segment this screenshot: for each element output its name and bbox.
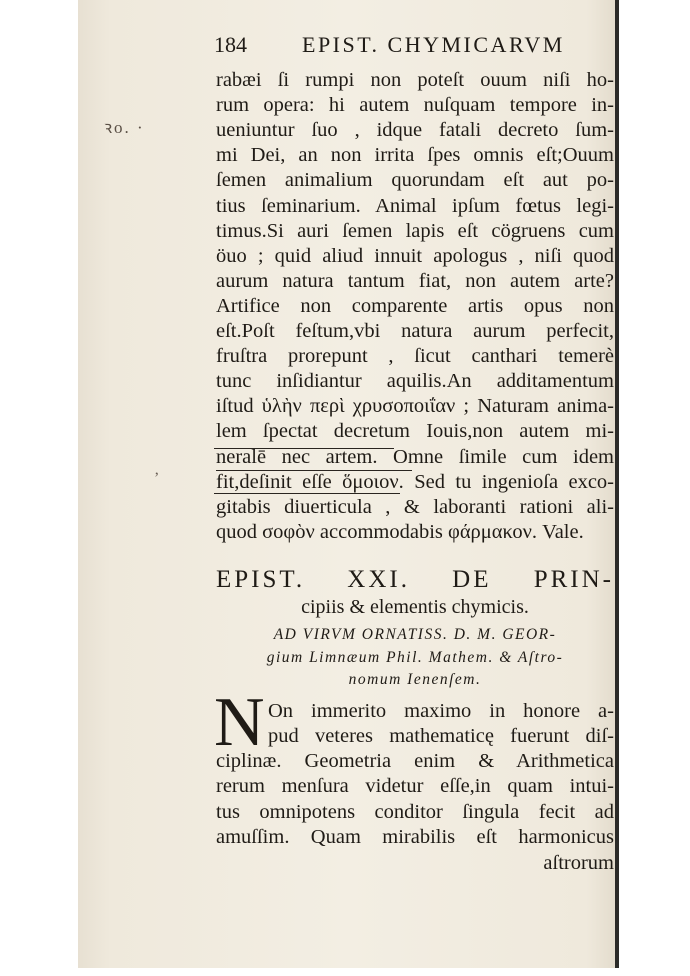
text-line: Artifice non comparente artis opus non xyxy=(216,294,614,317)
text-line: mi Dei, an non irrita ſpes omnis eſt;Ouum xyxy=(216,144,614,167)
text-line: rabæi ſi rumpi non poteſt ouum niſi ho- xyxy=(216,69,614,91)
text-line: eſt.Poſt feſtum,vbi natura aurum perfecit, xyxy=(216,320,614,342)
text-line: pud veteres mathematicę fuerunt diſ- xyxy=(268,725,614,747)
page-edge xyxy=(615,0,619,968)
text-line: tunc inſidiantur aquilis.An additamentum xyxy=(216,370,614,393)
text-line: amuſſim. Quam mirabilis eſt harmonicus xyxy=(216,826,614,848)
ink-underline xyxy=(214,493,400,494)
text-line: tius ſeminarium. Animal ipſum fœtus legi- xyxy=(216,194,614,217)
text-line: ſemen animalium quorundam eſt aut po- xyxy=(216,169,614,192)
dedication-line: AD VIRVM ORNATISS. D. M. GEOR- xyxy=(273,626,557,643)
text-line: On immerito maximo in honore a- xyxy=(268,700,614,722)
text-line: timus.Si auri ſemen lapis eſt cögruens cum xyxy=(216,219,614,242)
page-header xyxy=(214,32,614,62)
running-head: EPIST. CHYMICARVM xyxy=(302,32,565,57)
epistle-title: EPIST. XXI. DE PRIN- xyxy=(216,566,614,593)
epistle-subtitle: cipiis & elementis chymicis. xyxy=(301,596,529,618)
text-line: quod σοφὸν accommodabis φάρμακον. Vale. xyxy=(216,520,584,543)
text-line: fit,deſinit eſſe ὅμοιον. Sed tu ingenioſa exco- xyxy=(216,470,614,493)
text-line: lem ſpectat decretum Iouis,non autem mi- xyxy=(216,420,614,443)
stray-ink-mark: ʼ xyxy=(154,470,160,487)
dedication-line: gium Limnæum Phil. Mathem. & Aſtro- xyxy=(266,649,564,666)
text-line: aurum natura tantum fiat, non autem arte? xyxy=(216,269,614,292)
dedication-line: nomum Ienenſem. xyxy=(348,671,482,688)
marginal-annotation: ꝛo. · xyxy=(104,118,145,137)
page-number: 184 xyxy=(214,32,247,57)
text-line: tus omnipotens conditor ſingula fecit ad xyxy=(216,801,614,823)
text-line: fruſtra prorepunt , ſicut canthari temerè xyxy=(216,345,614,368)
text-line: ciplinæ. Geometria enim & Arithmetica xyxy=(216,750,614,772)
text-line: iſtud ὑλὴν περὶ χρυσοποιΐαν ; Naturam anima- xyxy=(216,395,614,418)
drop-cap: N xyxy=(214,684,265,761)
text-line: öuo ; quid aliud innuit apologus , niſi quod xyxy=(216,244,614,267)
text-line: rerum menſura videtur eſſe,in quam intui- xyxy=(216,775,614,797)
text-line: rum opera: hi autem nuſquam tempore in- xyxy=(216,94,614,117)
text-line: neralē nec artem. Omne ſimile cum idem xyxy=(216,445,614,468)
catchword: aſtrorum xyxy=(543,852,614,874)
text-line: gitabis diuerticula , & laboranti rationi ali- xyxy=(216,495,614,518)
ink-underline xyxy=(214,448,394,449)
text-line: ueniuntur ſuo , idque fatali decreto ſum- xyxy=(216,119,614,142)
ink-underline xyxy=(216,470,412,471)
